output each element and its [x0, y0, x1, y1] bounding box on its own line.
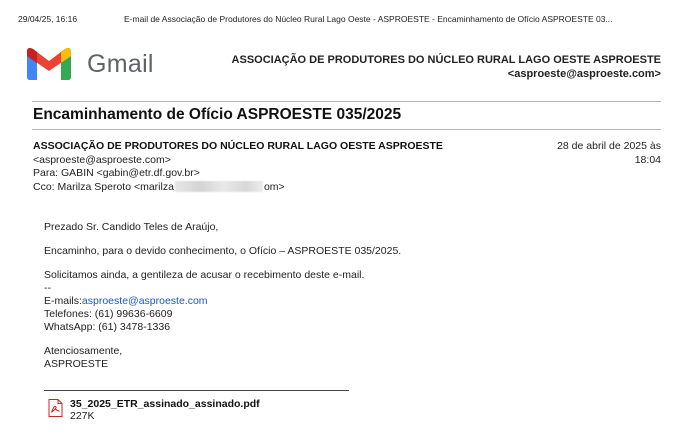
gmail-logo: [27, 46, 167, 86]
email-subject: Encaminhamento de Ofício ASPROESTE 035/2025: [33, 106, 402, 123]
body-paragraph-1: Encaminho, para o devido conhecimento, o Ofício – ASPROESTE 035/2025.: [44, 245, 402, 257]
emails-link[interactable]: asproeste@asproeste.com: [81, 295, 208, 307]
print-timestamp: 29/04/25, 16:16: [18, 14, 78, 24]
date-line-1: 28 de abril de 2025 às: [557, 140, 661, 152]
greeting: Prezado Sr. Candido Teles de Araújo,: [44, 221, 219, 233]
bcc-suffix: om>: [263, 180, 285, 193]
redacted-area: [175, 181, 263, 192]
subject-divider: [32, 129, 661, 130]
recipient-to: Para: GABIN <gabin@etr.df.gov.br>: [33, 167, 200, 179]
signature-emails: [44, 295, 648, 308]
gmail-wordmark: Gmail: [87, 50, 154, 78]
attachment-divider: [44, 390, 349, 391]
body-paragraph-2: Solicitamos ainda, a gentileza de acusar o recebimento deste e-mail.: [44, 269, 365, 281]
sender-email: <asproeste@asproeste.com>: [33, 153, 171, 166]
emails-label: E-mails:: [44, 295, 82, 307]
attachment-size: 227K: [70, 410, 95, 422]
message-body: [44, 221, 648, 371]
account-name: ASSOCIAÇÃO DE PRODUTORES DO NÚCLEO RURAL LAGO OESTE ASPROESTE: [231, 54, 661, 66]
attachment-filename[interactable]: 35_2025_ETR_assinado_assinado.pdf: [70, 398, 260, 410]
sender-name: ASSOCIAÇÃO DE PRODUTORES DO NÚCLEO RURAL LAGO OESTE ASPROESTE: [33, 140, 443, 152]
date-line-2: 18:04: [634, 153, 661, 166]
account-email: <asproeste@asproeste.com>: [507, 68, 661, 80]
signature-phones: Telefones: (61) 99636-6609: [44, 308, 173, 320]
bcc-prefix: Cco: Marilza Speroto <marilza: [33, 180, 174, 193]
closing: Atenciosamente,: [44, 345, 123, 357]
gmail-m-logo-icon: [27, 46, 71, 80]
signature-org: ASPROESTE: [44, 358, 109, 370]
account-header: [232, 53, 661, 81]
message-date: [531, 140, 661, 167]
signature-separator: --: [44, 282, 51, 294]
message-header: [33, 140, 661, 194]
pdf-file-icon: [48, 399, 63, 417]
print-title: E-mail de Associação de Produtores do Núcleo Rural Lago Oeste - ASPROESTE - Encaminhamento de Ofício ASPROESTE 03...: [124, 14, 613, 24]
print-header: [18, 14, 678, 26]
header-divider: [32, 101, 661, 102]
recipient-bcc: [33, 181, 661, 195]
signature-whatsapp: WhatsApp: (61) 3478-1336: [44, 321, 171, 333]
